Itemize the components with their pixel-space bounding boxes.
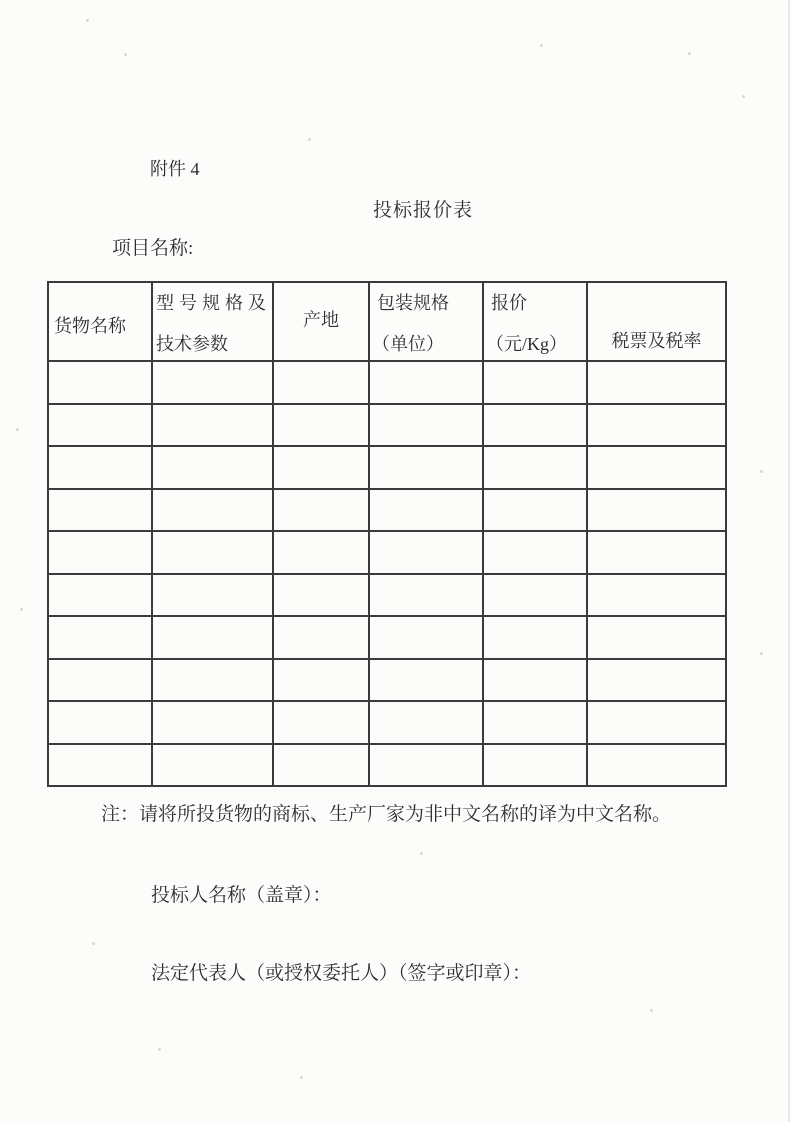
scan-speckle bbox=[124, 53, 127, 56]
table-cell-empty bbox=[48, 616, 152, 659]
table-cell-empty bbox=[369, 616, 483, 659]
table-cell-empty bbox=[273, 659, 369, 702]
table-cell-empty bbox=[369, 489, 483, 532]
attachment-label: 附件 4 bbox=[150, 159, 200, 179]
table-cell-empty bbox=[48, 744, 152, 787]
column-header-tax-rate bbox=[587, 282, 726, 361]
header-line: （单位） bbox=[372, 334, 444, 354]
table-row bbox=[48, 361, 726, 404]
scan-speckle bbox=[86, 19, 89, 22]
table-cell-empty bbox=[152, 616, 273, 659]
table-row bbox=[48, 531, 726, 574]
table-cell-empty bbox=[483, 361, 587, 404]
scan-edge-artifact bbox=[788, 0, 790, 1122]
table-cell-empty bbox=[48, 659, 152, 702]
scan-speckle bbox=[300, 1076, 303, 1079]
table-cell-empty bbox=[587, 446, 726, 489]
table-cell-empty bbox=[483, 659, 587, 702]
scan-speckle bbox=[308, 138, 311, 141]
table-cell-empty bbox=[483, 404, 587, 447]
header-line: 产地 bbox=[303, 309, 339, 330]
scan-speckle bbox=[20, 608, 23, 611]
table-cell-empty bbox=[483, 531, 587, 574]
table-cell-empty bbox=[369, 744, 483, 787]
table-row bbox=[48, 574, 726, 617]
table-cell-empty bbox=[483, 616, 587, 659]
table-row bbox=[48, 446, 726, 489]
table-cell-empty bbox=[152, 701, 273, 744]
table-cell-empty bbox=[273, 744, 369, 787]
scan-speckle bbox=[760, 652, 763, 655]
table-row bbox=[48, 616, 726, 659]
document-title: 投标报价表 bbox=[373, 200, 474, 221]
table-header-row bbox=[48, 282, 726, 361]
header-line: 税票及税率 bbox=[611, 331, 702, 351]
table-cell-empty bbox=[483, 701, 587, 744]
table-cell-empty bbox=[587, 616, 726, 659]
table-cell-empty bbox=[369, 701, 483, 744]
table-cell-empty bbox=[152, 531, 273, 574]
column-header-model-spec bbox=[152, 282, 273, 361]
header-line: 型号规格及 bbox=[156, 293, 271, 313]
table-row bbox=[48, 701, 726, 744]
table-cell-empty bbox=[273, 531, 369, 574]
header-line: 包装规格 bbox=[377, 293, 449, 313]
table-cell-empty bbox=[48, 574, 152, 617]
scan-speckle bbox=[650, 1009, 653, 1012]
column-header-origin bbox=[273, 282, 369, 361]
table-cell-empty bbox=[587, 574, 726, 617]
table-cell-empty bbox=[369, 574, 483, 617]
scan-speckle bbox=[420, 852, 423, 855]
column-header-goods-name bbox=[48, 282, 152, 361]
column-header-price bbox=[483, 282, 587, 361]
table-cell-empty bbox=[369, 659, 483, 702]
table-cell-empty bbox=[587, 489, 726, 532]
table-row bbox=[48, 404, 726, 447]
table-cell-empty bbox=[273, 616, 369, 659]
table-cell-empty bbox=[152, 446, 273, 489]
table-cell-empty bbox=[483, 489, 587, 532]
table-cell-empty bbox=[48, 446, 152, 489]
table-cell-empty bbox=[48, 489, 152, 532]
table-cell-empty bbox=[273, 701, 369, 744]
table-cell-empty bbox=[152, 574, 273, 617]
table-cell-empty bbox=[273, 489, 369, 532]
scan-speckle bbox=[540, 44, 543, 47]
table-cell-empty bbox=[587, 531, 726, 574]
scan-speckle bbox=[688, 52, 691, 55]
table-cell-empty bbox=[587, 361, 726, 404]
scan-speckle bbox=[92, 942, 95, 945]
table-body bbox=[48, 361, 726, 786]
header-line: 货物名称 bbox=[54, 315, 126, 336]
table-cell-empty bbox=[483, 446, 587, 489]
table-cell-empty bbox=[483, 744, 587, 787]
bidder-name-label: 投标人名称（盖章）： bbox=[151, 885, 332, 906]
table-cell-empty bbox=[152, 659, 273, 702]
table-cell-empty bbox=[273, 361, 369, 404]
table-cell-empty bbox=[152, 404, 273, 447]
table-cell-empty bbox=[273, 574, 369, 617]
table-cell-empty bbox=[48, 361, 152, 404]
table-cell-empty bbox=[483, 574, 587, 617]
legal-representative-label: 法定代表人（或授权委托人）（签字或印章）： bbox=[151, 963, 532, 984]
scan-speckle bbox=[16, 428, 19, 431]
table-cell-empty bbox=[48, 404, 152, 447]
header-line: 报价 bbox=[491, 293, 527, 313]
table-cell-empty bbox=[587, 744, 726, 787]
header-line: （元/Kg） bbox=[486, 334, 567, 354]
table-cell-empty bbox=[48, 701, 152, 744]
table-cell-empty bbox=[587, 701, 726, 744]
table-cell-empty bbox=[587, 659, 726, 702]
column-header-packaging bbox=[369, 282, 483, 361]
table-cell-empty bbox=[152, 489, 273, 532]
table-cell-empty bbox=[369, 361, 483, 404]
table-cell-empty bbox=[587, 404, 726, 447]
header-line: 技术参数 bbox=[156, 334, 228, 354]
table-row bbox=[48, 659, 726, 702]
table-cell-empty bbox=[152, 361, 273, 404]
table-cell-empty bbox=[273, 404, 369, 447]
scan-speckle bbox=[760, 470, 763, 473]
project-name-label: 项目名称: bbox=[112, 238, 194, 259]
table-row bbox=[48, 744, 726, 787]
note-text: 注：请将所投货物的商标、生产厂家为非中文名称的译为中文名称。 bbox=[101, 804, 672, 825]
scan-speckle bbox=[742, 95, 745, 98]
bid-quotation-table bbox=[47, 281, 727, 787]
scan-speckle bbox=[158, 1048, 161, 1051]
table-cell-empty bbox=[48, 531, 152, 574]
table-cell-empty bbox=[369, 404, 483, 447]
table-cell-empty bbox=[273, 446, 369, 489]
table-cell-empty bbox=[369, 531, 483, 574]
table-row bbox=[48, 489, 726, 532]
table-cell-empty bbox=[369, 446, 483, 489]
table-cell-empty bbox=[152, 744, 273, 787]
